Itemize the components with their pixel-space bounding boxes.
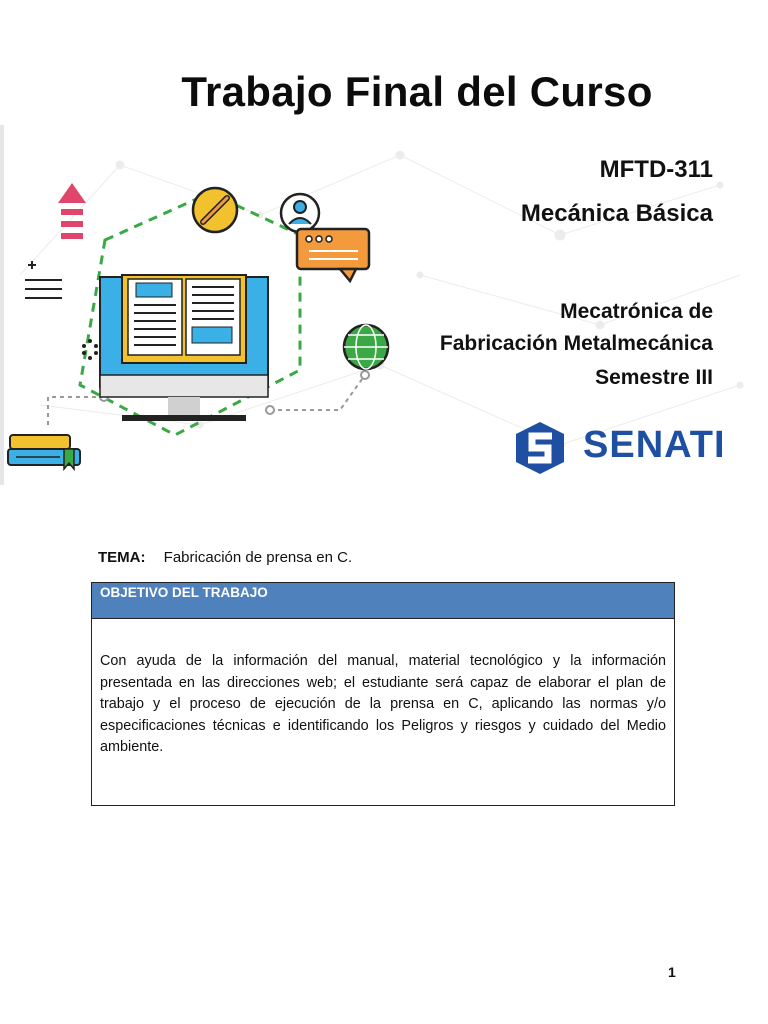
career-line-1: Mecatrónica de (560, 300, 713, 323)
globe-icon (344, 325, 388, 369)
objective-body: Con ayuda de la información del manual, material tecnológico y la información presentada en las direcciones web; el estudiante será capaz de elaborar el plan de trabajo y el proceso de ejecución de la prensa en C, aplicando las normas y/o especificaciones técnicas e identificando los Peligros y riesgos y cuidado del Medio ambiente. (100, 653, 666, 755)
career-line-2: Fabricación Metalmecánica (439, 332, 713, 355)
course-name: Mecánica Básica (520, 200, 713, 227)
tema-label: TEMA: (98, 549, 146, 566)
books-icon (8, 435, 80, 469)
education-illustration (0, 125, 430, 485)
tema-value: Fabricación de prensa en C. (163, 549, 353, 566)
document-title: Trabajo Final del Curso (181, 68, 653, 115)
institution-name: SENATI (583, 424, 726, 466)
document-icon (25, 261, 62, 298)
objective-box (91, 582, 675, 806)
tema-row (98, 549, 352, 566)
user-icon (281, 194, 319, 232)
up-arrow-icon (58, 183, 86, 239)
open-book-icon (122, 275, 246, 363)
chat-icon (297, 229, 369, 281)
page-number: 1 (668, 964, 676, 980)
semester: Semestre III (595, 366, 713, 389)
career-name (440, 296, 713, 360)
objective-header: OBJETIVO DEL TRABAJO (92, 583, 674, 619)
pencil-icon (193, 188, 237, 232)
course-code: MFTD-311 (599, 156, 713, 183)
